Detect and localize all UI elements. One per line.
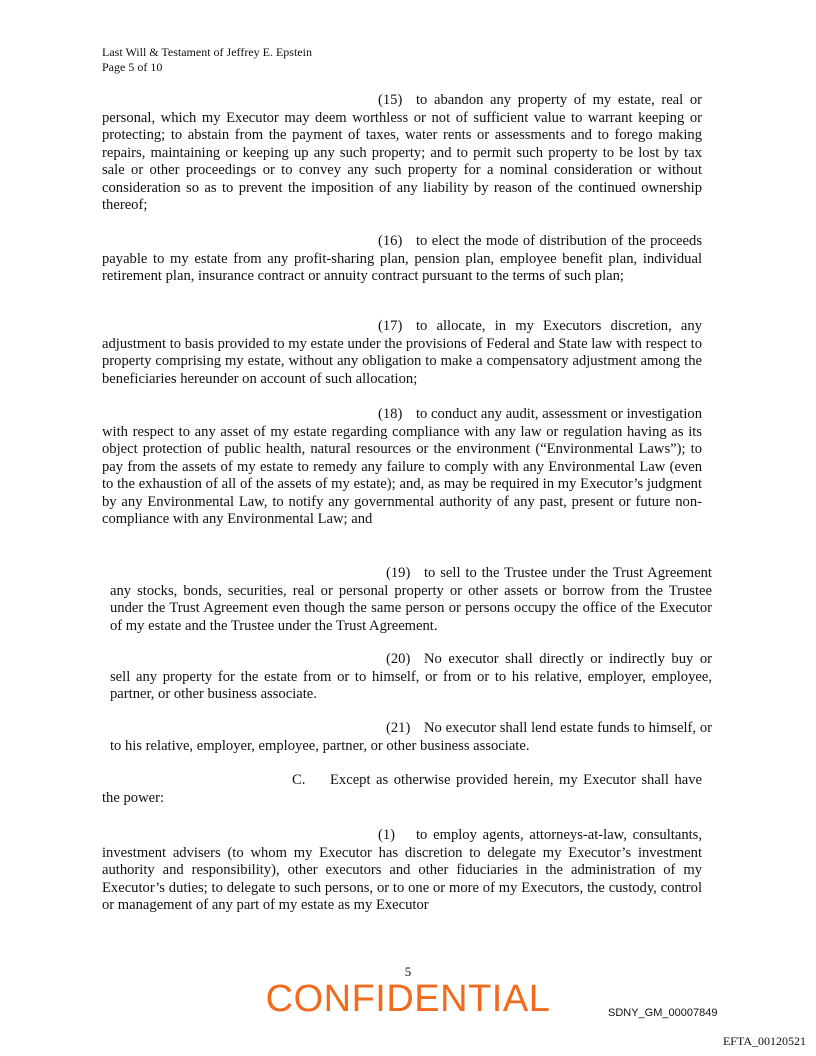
paragraph-19 [110,565,712,635]
paragraph-c1 [102,827,702,915]
paragraph-text: to abandon any property of my estate, real or personal, which my Executor may deem worthless or not of sufficient value to warrant keeping or protecting; to abstain from the payment of taxes, water rents or assessments and to forego making repairs, maintaining or keeping up any such property; and to permit such property to be lost by tax sale or other proceedings or to convey any such property for a nominal consideration or without consideration so as to prevent the imposition of any liability by reason of the continued ownership thereof; [102,92,702,213]
paragraph-21 [110,720,712,755]
paragraph-number: (15) [378,92,403,108]
section-letter: C. [292,772,306,788]
paragraph-text: to employ agents, attorneys-at-law, consultants, investment advisers (to whom my Executor has discretion to delegate my Executor’s investment authority and responsibility), other executors and other fiduciaries in the administration of my Executor’s duties; to delegate to such persons, or to one or more of my Executors, the custody, control or management of any part of my estate as my Executor [102,827,702,913]
page-indicator: Page 5 of 10 [102,60,163,74]
efta-number: EFTA_00120521 [722,1034,806,1048]
paragraph-number: (1) [378,827,396,843]
page-number: 5 [404,964,412,979]
paragraph-text: Except as otherwise provided herein, my Executor shall have the power: [102,772,702,806]
document-title: Last Will & Testament of Jeffrey E. Epstein [102,45,312,59]
paragraph-text: to allocate, in my Executors discretion, any adjustment to basis provided to my estate under the provisions of Federal and State law with respect to property comprising my estate, without any obligation to make a compensatory adjustment among the beneficiaries hereunder on account of such allocation; [102,318,702,387]
paragraph-text: No executor shall directly or indirectly buy or sell any property for the estate from or to himself, or from or to his relative, employer, employee, partner, or other business associate. [110,651,712,702]
paragraph-16 [102,233,702,286]
paragraph-number: (21) [386,720,411,736]
paragraph-number: (19) [386,565,411,581]
paragraph-number: (20) [386,651,411,667]
paragraph-text: to conduct any audit, assessment or investigation with respect to any asset of my estate regarding compliance with any law or regulation having as its object protection of public health, natural resources or the environment (“Environmental Laws”); to pay from the assets of my estate to remedy any failure to comply with any Environmental Law (even to the exhaustion of all of the assets of my estate); and, as may be required in my Executor’s judgment by any Environmental Law, to notify any governmental authority of any past, present or future non-compliance with any Environmental Law; and [102,406,702,527]
document-header [102,45,312,75]
confidential-stamp: CONFIDENTIAL [265,978,551,1020]
paragraph-17 [102,318,702,388]
paragraph-15 [102,92,702,215]
paragraph-20 [110,651,712,704]
paragraph-number: (16) [378,233,403,249]
bates-number: SDNY_GM_00007849 [608,1007,718,1019]
paragraph-text: No executor shall lend estate funds to himself, or to his relative, employer, employee, partner, or other business associate. [110,720,712,754]
paragraph-18 [102,406,702,529]
paragraph-text: to sell to the Trustee under the Trust Agreement any stocks, bonds, securities, real or personal property or other assets or borrow from the Trustee under the Trust Agreement even though the same person or persons occupy the office of the Executor of my estate and the Trustee under the Trust Agreement. [110,565,712,634]
paragraph-number: (18) [378,406,403,422]
paragraph-text: to elect the mode of distribution of the proceeds payable to my estate from any profit-sharing plan, pension plan, employee benefit plan, individual retirement plan, insurance contract or annuity contract pursuant to the terms of such plan; [102,233,702,284]
paragraph-number: (17) [378,318,403,334]
section-c [102,772,702,807]
